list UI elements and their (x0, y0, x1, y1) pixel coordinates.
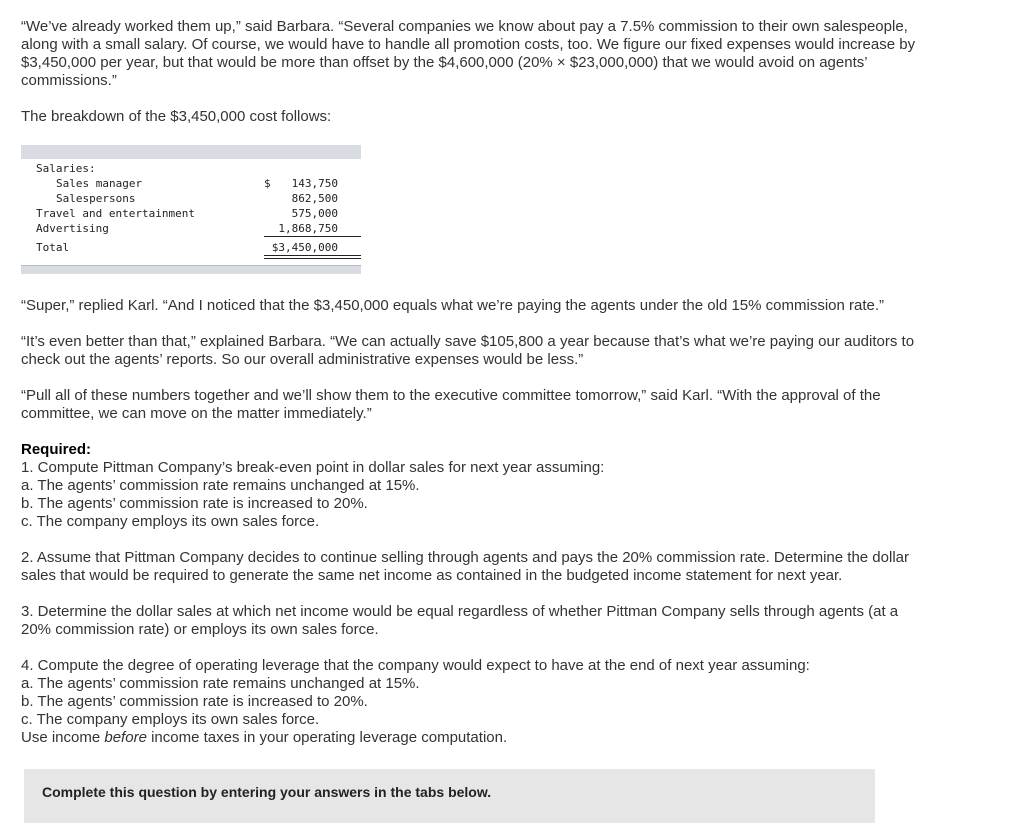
total-double-underline (264, 255, 361, 256)
currency-symbol: $ (264, 177, 271, 190)
required-section (21, 441, 981, 531)
note-text: income taxes in your operating leverage computation. (146, 729, 508, 746)
table-row (21, 221, 361, 236)
instructions-banner (24, 769, 875, 823)
row-value: 143,750 (291, 177, 338, 190)
row-label: Sales manager (56, 177, 143, 190)
paragraph-line: check out the agents’ reports. So our overall administrative expenses would be less.” (21, 351, 584, 368)
question-2 (21, 549, 981, 585)
question-4c: c. The company employs its own sales force. (21, 711, 320, 728)
banner-text: Complete this question by entering your answers in the tabs below. (42, 784, 492, 800)
table-row-total (21, 240, 361, 255)
paragraph-super: “Super,” replied Karl. “And I noticed that the $3,450,000 equals what we’re paying the agents under the old 15% commission rate.” (21, 297, 885, 314)
paragraph-even-better (21, 333, 981, 369)
table-row (21, 176, 361, 191)
question-1a: a. The agents’ commission rate remains unchanged at 15%. (21, 477, 420, 494)
note-text: Use income (21, 729, 105, 746)
note-emphasis: before (104, 729, 147, 746)
required-title: Required: (21, 441, 92, 458)
row-label: Total (36, 241, 70, 254)
cost-breakdown-table (21, 145, 361, 275)
question-3 (21, 603, 981, 639)
row-value: 862,500 (291, 192, 338, 205)
paragraph-line: committee, we can move on the matter immediately.” (21, 405, 372, 422)
table-footer-bar (21, 265, 361, 274)
breakdown-text: The breakdown of the $3,450,000 cost follows: (21, 108, 332, 125)
intro-line-2: along with a small salary. Of course, we would have to handle all promotion costs, too. We figure our fixed expenses would increase by (21, 36, 916, 53)
table-row (21, 191, 361, 206)
question-4 (21, 657, 981, 747)
row-value: 575,000 (291, 207, 338, 220)
question-4a: a. The agents’ commission rate remains unchanged at 15%. (21, 675, 420, 692)
table-row (21, 161, 361, 176)
table-row (21, 206, 361, 221)
intro-paragraph (21, 18, 981, 90)
question-4b: b. The agents’ commission rate is increased to 20%. (21, 693, 368, 710)
question-line: 3. Determine the dollar sales at which net income would be equal regardless of whether Pittman Company sells through agents (at a (21, 603, 899, 620)
row-value: $3,450,000 (271, 241, 338, 254)
table-header-bar (21, 145, 361, 159)
row-label: Salaries: (36, 162, 96, 175)
question-4-main: 4. Compute the degree of operating leverage that the company would expect to have at the end of next year assuming: (21, 657, 810, 674)
row-label: Travel and entertainment (36, 207, 195, 220)
row-label: Salespersons (56, 192, 136, 205)
paragraph-line: “It’s even better than that,” explained Barbara. “We can actually save $105,800 a year because that’s what we’re paying our auditors to (21, 333, 915, 350)
question-1c: c. The company employs its own sales force. (21, 513, 320, 530)
paragraph-pull-together (21, 387, 981, 423)
intro-line-3: $3,450,000 per year, but that would be more than offset by the $4,600,000 (20% × $23,000,000) that we would avoid on agents’ (21, 54, 868, 71)
subtotal-underline (264, 236, 361, 237)
question-line: sales that would be required to generate the same net income as contained in the budgeted income statement for next year. (21, 567, 843, 584)
paragraph-line: “Pull all of these numbers together and we’ll show them to the executive committee tomorrow,” said Karl. “With the approval of the (21, 387, 881, 404)
question-1b: b. The agents’ commission rate is increased to 20%. (21, 495, 368, 512)
total-double-underline (264, 258, 361, 259)
row-value: 1,868,750 (278, 222, 338, 235)
question-line: 2. Assume that Pittman Company decides to continue selling through agents and pays the 20% commission rate. Determine the dollar (21, 549, 909, 566)
question-line: 20% commission rate) or employs its own sales force. (21, 621, 379, 638)
question-4-note (21, 729, 981, 747)
question-1: 1. Compute Pittman Company’s break-even point in dollar sales for next year assuming: (21, 459, 605, 476)
row-label: Advertising (36, 222, 109, 235)
intro-line-1: “We’ve already worked them up,” said Barbara. “Several companies we know about pay a 7.5% commission to their own salespeople, (21, 18, 908, 35)
intro-line-4: commissions.” (21, 72, 117, 89)
